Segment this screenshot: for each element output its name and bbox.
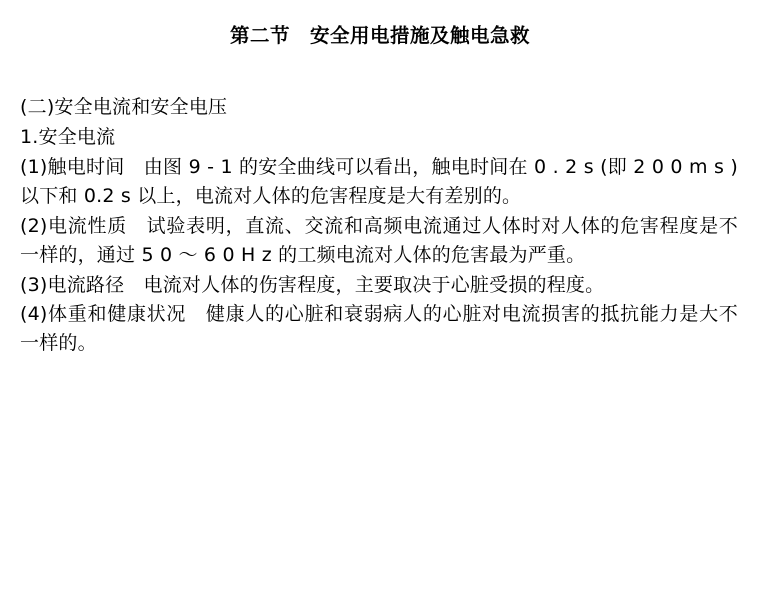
document-body xyxy=(0,93,760,358)
paragraph-3: (3)电流路径 电流对人体的伤害程度，主要取决于心脏受损的程度。 xyxy=(20,273,605,296)
section-heading-2: 1.安全电流 xyxy=(20,126,116,149)
paragraph-1: (1)触电时间 由图 9 - 1 的安全曲线可以看出，触电时间在 0 . 2 s (即 2 0 0 m s )以下和 0.2 s 以上，电流对人体的危害程度是大有差别的。 xyxy=(20,156,738,207)
page-title: 第二节 安全用电措施及触电急救 xyxy=(229,24,530,47)
section-heading-1: (二)安全电流和安全电压 xyxy=(20,96,228,119)
paragraph-2: (2)电流性质 试验表明，直流、交流和高频电流通过人体时对人体的危害程度是不一样的，通过 5 0 ～ 6 0 H z 的工频电流对人体的危害最为严重。 xyxy=(20,214,738,266)
paragraph-4: (4)体重和健康状况 健康人的心脏和衰弱病人的心脏对电流损害的抵抗能力是大不一样的。 xyxy=(20,303,738,355)
document-page xyxy=(0,22,760,590)
